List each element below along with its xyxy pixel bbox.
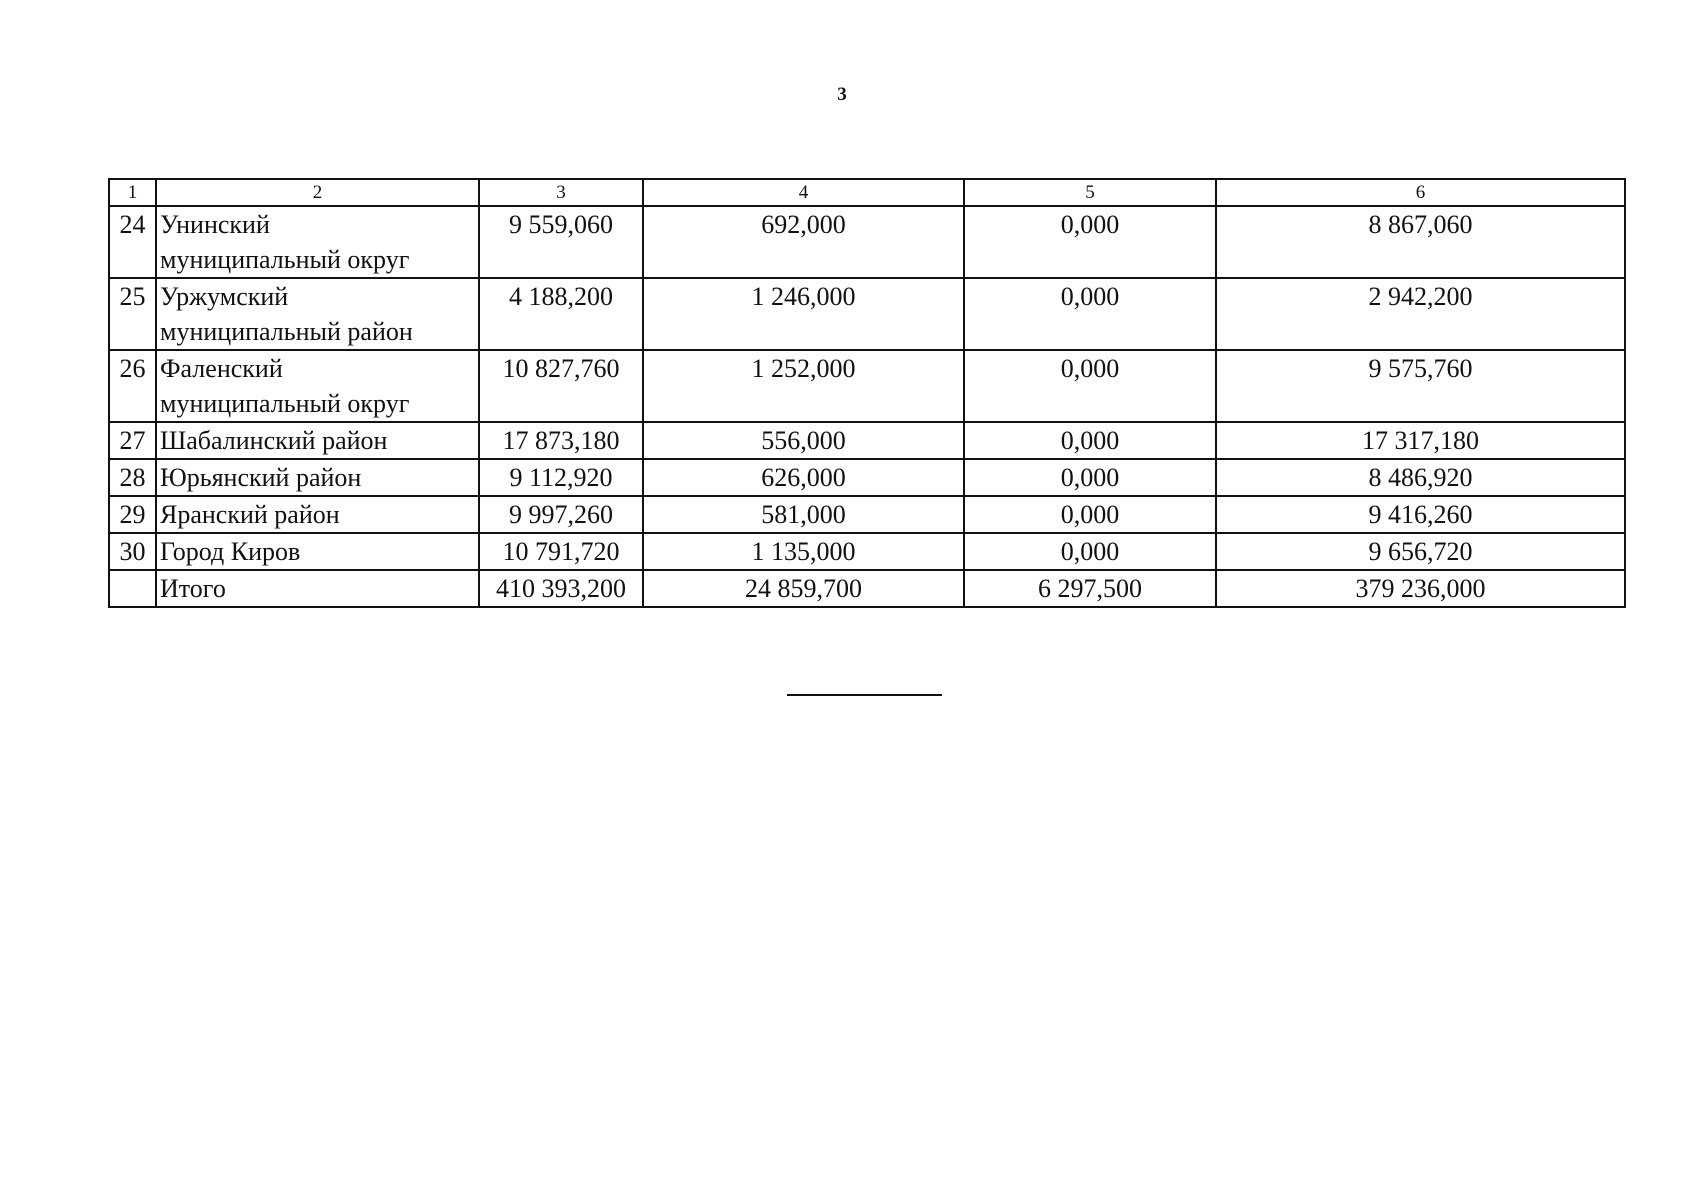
row-value-col5: 0,000 (964, 206, 1216, 278)
row-value-col4: 626,000 (643, 459, 964, 496)
row-name-line1: Фаленский (160, 354, 283, 383)
row-number: 24 (109, 206, 156, 278)
row-name-line1: Унинский (160, 210, 270, 239)
table-row (109, 496, 1625, 533)
header-cell-3: 3 (479, 179, 643, 206)
total-value-col3: 410 393,200 (479, 570, 643, 607)
row-number: 28 (109, 459, 156, 496)
row-value-col4: 1 252,000 (643, 350, 964, 422)
table-row (109, 459, 1625, 496)
total-value-col4: 24 859,700 (643, 570, 964, 607)
row-number: 27 (109, 422, 156, 459)
header-cell-6: 6 (1216, 179, 1625, 206)
row-value-col5: 0,000 (964, 422, 1216, 459)
table-row (109, 206, 1625, 278)
row-value-col3: 4 188,200 (479, 278, 643, 350)
row-value-col3: 9 559,060 (479, 206, 643, 278)
row-value-col5: 0,000 (964, 350, 1216, 422)
row-value-col3: 17 873,180 (479, 422, 643, 459)
row-value-col5: 0,000 (964, 278, 1216, 350)
row-value-col4: 1 135,000 (643, 533, 964, 570)
row-number: 29 (109, 496, 156, 533)
table-row (109, 278, 1625, 350)
data-table (108, 178, 1626, 608)
row-number: 25 (109, 278, 156, 350)
row-value-col6: 9 575,760 (1216, 350, 1625, 422)
row-name-line2: муниципальный округ (160, 389, 410, 418)
row-value-col5: 0,000 (964, 459, 1216, 496)
table-header-row (109, 179, 1625, 206)
row-name: Юрьянский район (156, 459, 479, 496)
row-value-col5: 0,000 (964, 533, 1216, 570)
row-value-col6: 9 656,720 (1216, 533, 1625, 570)
row-name (156, 206, 479, 278)
header-cell-1: 1 (109, 179, 156, 206)
row-value-col3: 9 112,920 (479, 459, 643, 496)
row-value-col4: 556,000 (643, 422, 964, 459)
row-value-col6: 8 867,060 (1216, 206, 1625, 278)
row-value-col4: 692,000 (643, 206, 964, 278)
total-value-col6: 379 236,000 (1216, 570, 1625, 607)
row-value-col6: 17 317,180 (1216, 422, 1625, 459)
row-name-line2: муниципальный округ (160, 245, 410, 274)
row-name: Город Киров (156, 533, 479, 570)
total-row-number (109, 570, 156, 607)
row-number: 30 (109, 533, 156, 570)
row-name-line1: Уржумский (160, 282, 289, 311)
row-value-col6: 2 942,200 (1216, 278, 1625, 350)
end-divider-line (787, 694, 942, 696)
row-value-col3: 9 997,260 (479, 496, 643, 533)
table-total-row (109, 570, 1625, 607)
row-value-col6: 9 416,260 (1216, 496, 1625, 533)
row-value-col4: 581,000 (643, 496, 964, 533)
header-cell-2: 2 (156, 179, 479, 206)
row-value-col4: 1 246,000 (643, 278, 964, 350)
row-name: Шабалинский район (156, 422, 479, 459)
table-row (109, 350, 1625, 422)
header-cell-5: 5 (964, 179, 1216, 206)
table-row (109, 422, 1625, 459)
row-name (156, 350, 479, 422)
row-name (156, 278, 479, 350)
row-value-col3: 10 791,720 (479, 533, 643, 570)
row-value-col5: 0,000 (964, 496, 1216, 533)
row-name-line2: муниципальный район (160, 317, 413, 346)
row-name: Яранский район (156, 496, 479, 533)
row-value-col6: 8 486,920 (1216, 459, 1625, 496)
page-number: 3 (837, 84, 847, 105)
total-value-col5: 6 297,500 (964, 570, 1216, 607)
table-row (109, 533, 1625, 570)
header-cell-4: 4 (643, 179, 964, 206)
row-number: 26 (109, 350, 156, 422)
row-value-col3: 10 827,760 (479, 350, 643, 422)
total-label: Итого (156, 570, 479, 607)
